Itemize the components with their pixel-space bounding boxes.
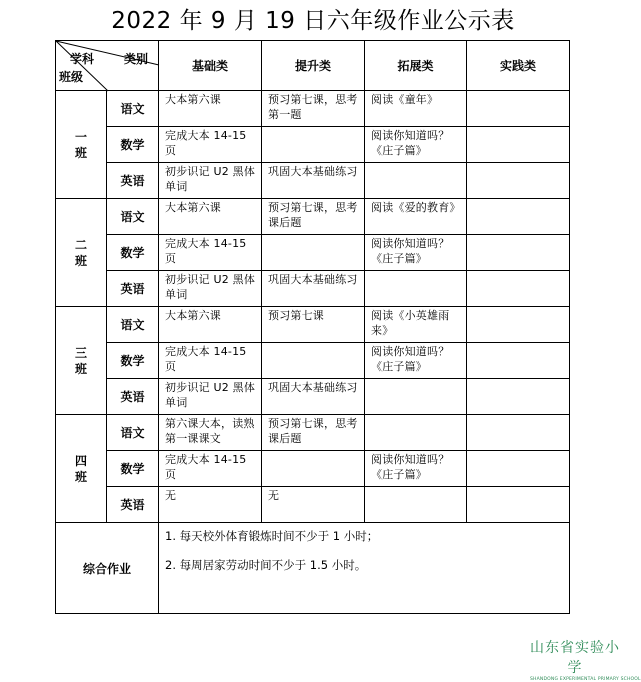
table-row [56,487,570,523]
practice-homework-cell [467,127,570,163]
practice-homework-cell [467,235,570,271]
subject-cell: 数学 [107,451,159,487]
basic-homework-cell: 完成大本 14-15 页 [159,451,262,487]
basic-homework-cell: 完成大本 14-15 页 [159,127,262,163]
advanced-homework-cell: 预习第七课，思考课后题 [262,415,365,451]
category-label: 类别 [124,52,149,66]
basic-homework-cell: 完成大本 14-15 页 [159,343,262,379]
subject-cell: 语文 [107,91,159,127]
practice-homework-cell [467,487,570,523]
page-title: 2022 年 9 月 19 日六年级作业公示表 [111,8,515,34]
subject-cell: 语文 [107,415,159,451]
table-row [56,127,570,163]
practice-homework-cell [467,343,570,379]
practice-homework-cell [467,91,570,127]
table-row [56,343,570,379]
subject-cell: 语文 [107,199,159,235]
homework-table [55,40,570,614]
advanced-homework-cell [262,451,365,487]
extended-homework-cell: 阅读你知道吗？《庄子篇》 [365,127,467,163]
table-row [56,235,570,271]
advanced-homework-cell [262,127,365,163]
extended-homework-cell [365,487,467,523]
column-header-extended: 拓展类 [365,41,467,91]
comprehensive-content [159,523,570,614]
practice-homework-cell [467,307,570,343]
table-row [56,91,570,127]
extended-homework-cell [365,163,467,199]
class-name: 四班 [74,453,87,484]
extended-homework-cell [365,379,467,415]
basic-homework-cell: 无 [159,487,262,523]
column-header-basic: 基础类 [159,41,262,91]
extended-homework-cell [365,415,467,451]
basic-homework-cell: 大本第六课 [159,199,262,235]
subject-cell: 数学 [107,235,159,271]
comprehensive-item: 2. 每周居家劳动时间不少于 1.5 小时。 [165,558,367,572]
practice-homework-cell [467,451,570,487]
practice-homework-cell [467,271,570,307]
advanced-homework-cell [262,343,365,379]
advanced-homework-cell: 预习第七课，思考第一题 [262,91,365,127]
subject-cell: 英语 [107,271,159,307]
advanced-homework-cell: 巩固大本基础练习 [262,163,365,199]
subject-label: 学科 [70,52,95,66]
basic-homework-cell: 初步识记 U2 黑体单词 [159,271,262,307]
basic-homework-cell: 完成大本 14-15 页 [159,235,262,271]
subject-cell: 数学 [107,343,159,379]
subject-cell: 数学 [107,127,159,163]
extended-homework-cell: 阅读你知道吗？《庄子篇》 [365,451,467,487]
extended-homework-cell: 阅读你知道吗？《庄子篇》 [365,235,467,271]
extended-homework-cell: 阅读《爱的教育》 [365,199,467,235]
class-name-cell [56,307,107,415]
practice-homework-cell [467,379,570,415]
comprehensive-row [56,523,570,614]
diagonal-header-cell [56,41,159,91]
table-row [56,163,570,199]
table-row [56,307,570,343]
subject-cell: 英语 [107,379,159,415]
basic-homework-cell: 大本第六课 [159,91,262,127]
advanced-homework-cell [262,235,365,271]
advanced-homework-cell: 巩固大本基础练习 [262,271,365,307]
school-logo-name: 山东省实验小学 [530,640,620,676]
advanced-homework-cell: 巩固大本基础练习 [262,379,365,415]
column-header-advanced: 提升类 [262,41,365,91]
comprehensive-item: 1. 每天校外体育锻炼时间不少于 1 小时； [165,529,379,543]
advanced-homework-cell: 预习第七课 [262,307,365,343]
class-label: 班级 [59,70,84,84]
subject-cell: 语文 [107,307,159,343]
subject-cell: 英语 [107,163,159,199]
class-name-cell [56,415,107,523]
subject-cell: 英语 [107,487,159,523]
class-name-cell [56,91,107,199]
header-row [56,41,570,91]
practice-homework-cell [467,163,570,199]
basic-homework-cell: 初步识记 U2 黑体单词 [159,163,262,199]
basic-homework-cell: 第六课大本，读熟第一课课文 [159,415,262,451]
extended-homework-cell: 阅读《童年》 [365,91,467,127]
table-row [56,271,570,307]
extended-homework-cell: 阅读《小英雄雨来》 [365,307,467,343]
school-logo [530,637,641,682]
comprehensive-label: 综合作业 [56,523,159,614]
extended-homework-cell [365,271,467,307]
class-name: 三班 [74,345,87,376]
extended-homework-cell: 阅读你知道吗？《庄子篇》 [365,343,467,379]
school-logo-english: SHANDONG EXPERIMENTAL PRIMARY SCHOOL [530,677,641,682]
class-name: 一班 [74,129,87,160]
class-name-cell [56,199,107,307]
class-name: 二班 [74,237,87,268]
basic-homework-cell: 初步识记 U2 黑体单词 [159,379,262,415]
table-row [56,415,570,451]
advanced-homework-cell: 预习第七课，思考课后题 [262,199,365,235]
practice-homework-cell [467,199,570,235]
basic-homework-cell: 大本第六课 [159,307,262,343]
table-row [56,379,570,415]
practice-homework-cell [467,415,570,451]
column-header-practice: 实践类 [467,41,570,91]
table-row [56,199,570,235]
table-row [56,451,570,487]
advanced-homework-cell: 无 [262,487,365,523]
